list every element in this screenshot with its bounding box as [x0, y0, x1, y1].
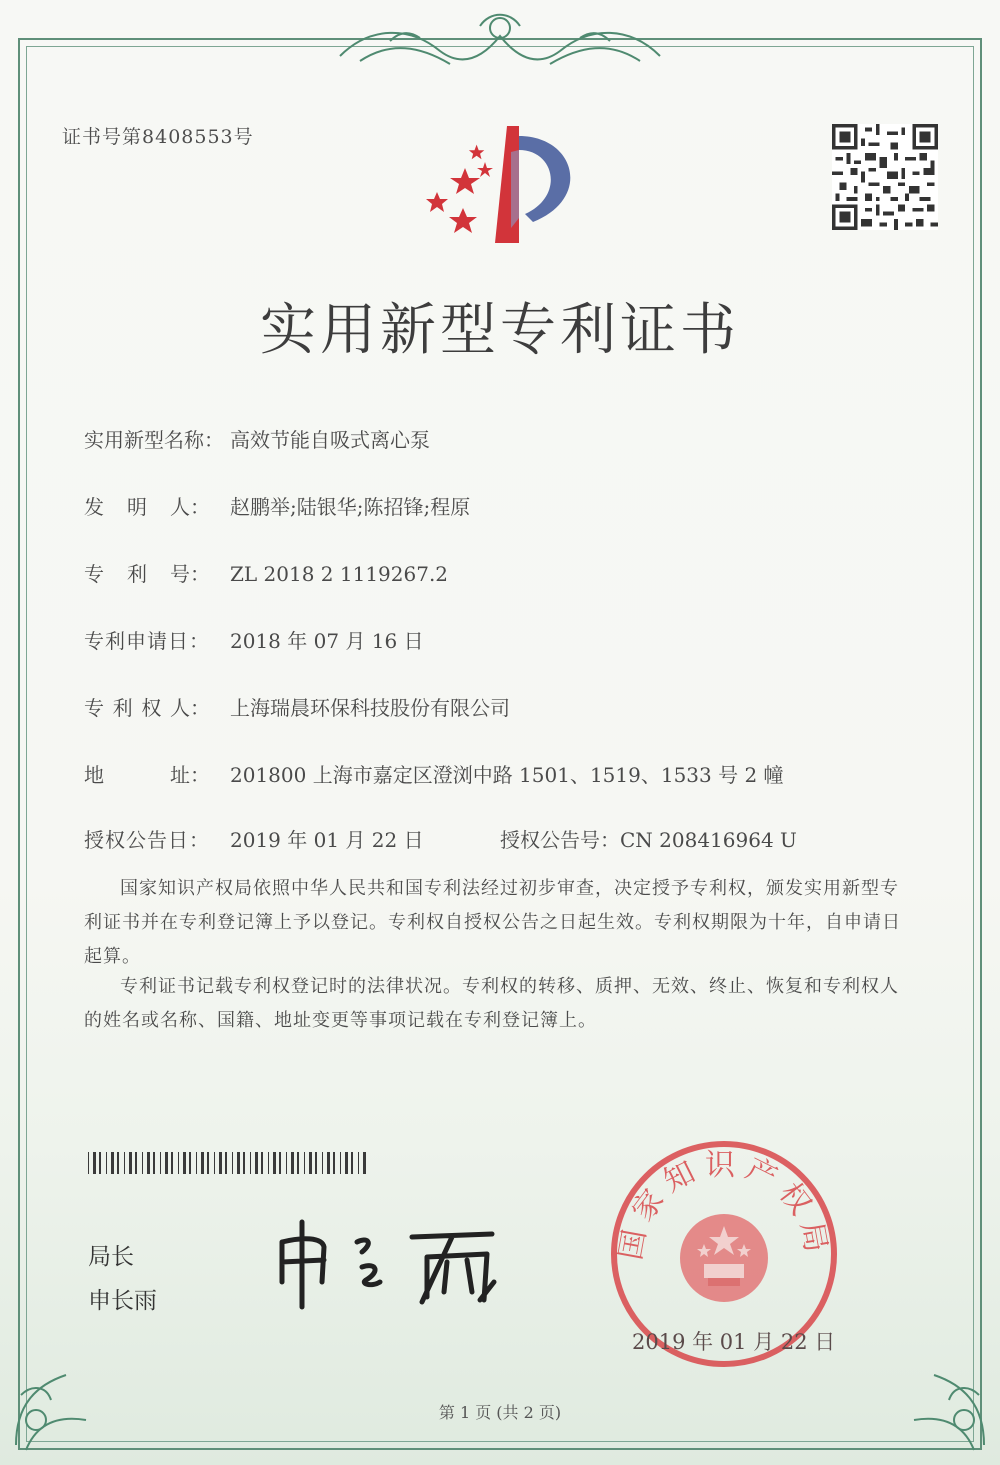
field-label: 授权公告日：	[84, 828, 210, 852]
field-patent-number	[84, 558, 448, 587]
field-value: 高效节能自吸式离心泵	[230, 428, 430, 452]
field-label: 授权公告号：	[500, 828, 620, 852]
field-value: 201800 上海市嘉定区澄浏中路 1501、1519、1533 号 2 幢	[230, 763, 784, 787]
field-label: 实用新型名称：	[84, 428, 224, 452]
field-label: 专 利 号：	[84, 562, 210, 586]
field-label: 地 址：	[84, 763, 210, 787]
field-value: 2018 年 07 月 16 日	[230, 629, 424, 653]
certificate-number-suffix: 号	[233, 126, 254, 148]
field-value: ZL 2018 2 1119267.2	[230, 562, 449, 586]
field-label: 专利申请日：	[84, 629, 210, 653]
certificate-title: 实用新型专利证书	[260, 298, 740, 363]
signature-icon	[262, 1212, 512, 1312]
patent-office-emblem-icon	[415, 118, 590, 253]
field-label: 发 明 人：	[84, 495, 210, 519]
corner-ornament-icon	[6, 1325, 96, 1455]
field-application-date	[84, 625, 424, 654]
statement-paragraph-2: 专利证书记载专利权登记时的法律状况。专利权的转移、质押、无效、终止、恢复和专利权人的姓名或名称、国籍、地址变更等事项记载在专利登记簿上。	[84, 976, 899, 1031]
field-value: 赵鹏举;陆银华;陈招锋;程原	[230, 495, 471, 519]
field-address	[84, 759, 784, 788]
director-title: 局长	[88, 1244, 134, 1270]
field-value: CN 208416964 U	[620, 828, 797, 852]
qr-code-icon	[832, 124, 938, 230]
corner-ornament-icon	[904, 1325, 994, 1455]
field-label: 专 利 权 人：	[84, 696, 210, 720]
statement-paragraph-1: 国家知识产权局依照中华人民共和国专利法经过初步审查，决定授予专利权，颁发实用新型专利证书并在专利登记簿上予以登记。专利权自授权公告之日起生效。专利权期限为十年，自申请日起算。	[84, 878, 901, 967]
field-inventor	[84, 491, 470, 520]
certificate-number-label: 证书号第	[62, 126, 143, 148]
field-grant-date	[84, 824, 424, 853]
certificate-number	[62, 122, 254, 149]
field-utility-name	[84, 424, 430, 453]
seal-date: 2019 年 01 月 22 日	[632, 1330, 836, 1354]
top-ornament-icon	[330, 6, 670, 76]
barcode-icon	[88, 1152, 366, 1174]
field-grant-number	[500, 824, 797, 853]
svg-text:国家知识产权局: 国家知识产权局	[613, 1148, 835, 1263]
field-patentee	[84, 692, 510, 721]
field-value: 上海瑞晨环保科技股份有限公司	[230, 696, 510, 720]
certificate-number-value: 8408553	[142, 126, 234, 148]
director-name: 申长雨	[88, 1288, 157, 1314]
field-value: 2019 年 01 月 22 日	[230, 828, 424, 852]
page-indicator: 第 1 页 (共 2 页)	[438, 1403, 562, 1422]
